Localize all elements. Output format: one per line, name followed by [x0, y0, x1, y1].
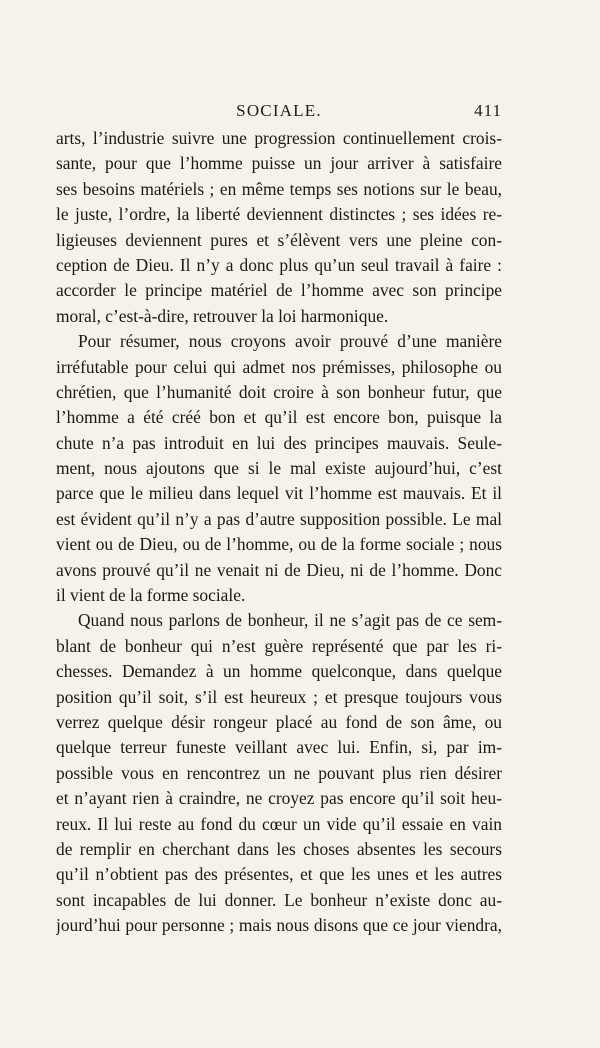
paragraph-3 [56, 608, 502, 938]
text-line: ses besoins matériels ; en même temps ses notions sur le beau, [56, 178, 502, 199]
text-line: irréfutable pour celui qui admet nos prémisses, philosophe ou [56, 356, 502, 377]
text-line: quelque terreur funeste veillant avec lui. Enfin, si, par im- [56, 737, 502, 758]
text-line: sante, pour que l’homme puisse un jour arriver à satisfaire [56, 153, 502, 174]
text-line: de remplir en cherchant dans les choses absentes les secours [56, 838, 502, 859]
text-line: avons prouvé qu’il ne venait ni de Dieu, ni de l’homme. Donc [56, 559, 502, 580]
text-line: Pour résumer, nous croyons avoir prouvé d’une manière [78, 331, 502, 352]
body-text [56, 126, 502, 939]
text-line: possible vous en rencontrez un ne pouvant plus rien désirer [56, 762, 502, 783]
text-line: arts, l’industrie suivre une progression continuellement crois- [56, 128, 502, 148]
text-line: jourd’hui pour personne ; mais nous disons que ce jour viendra, [56, 915, 502, 936]
text-line: parce que le milieu dans lequel vit l’homme est mauvais. Et il [56, 483, 502, 504]
text-line: chrétien, que l’humanité doit croire à son bonheur futur, que [56, 381, 502, 402]
text-line: position qu’il soit, s’il est heureux ; et presque toujours vous [56, 686, 502, 707]
text-line: reux. Il lui reste au fond du cœur un vide qu’il essaie en vain [56, 813, 502, 834]
text-line: chesses. Demandez à un homme quelconque, dans quelque [56, 661, 502, 682]
text-line: accorder le principe matériel de l’homme avec son principe [56, 280, 502, 301]
paragraph-1 [56, 126, 502, 329]
text-line: qu’il n’obtient pas des présentes, et que les unes et les autres [56, 864, 502, 885]
text-line: blant de bonheur qui n’est guère représenté que par les ri- [56, 635, 502, 656]
text-line: et n’ayant rien à craindre, ne croyez pas encore qu’il soit heu- [56, 788, 502, 809]
running-title: SOCIALE. [236, 101, 322, 120]
text-line: verrez quelque désir rongeur placé au fond de son âme, ou [56, 711, 502, 732]
text-line: sont incapables de lui donner. Le bonheur n’existe donc au- [56, 889, 502, 910]
text-line: moral, c’est-à-dire, retrouver la loi harmonique. [56, 305, 389, 326]
text-line: le juste, l’ordre, la liberté deviennent distinctes ; ses idées re- [56, 204, 502, 225]
paragraph-2 [56, 329, 502, 608]
text-line: est évident qu’il n’y a pas d’autre supposition possible. Le mal [56, 508, 502, 529]
text-line: il vient de la forme sociale. [56, 585, 246, 606]
text-line: ligieuses deviennent pures et s’élèvent vers une pleine con- [56, 229, 502, 250]
page-number: 411 [474, 101, 502, 120]
text-line: ment, nous ajoutons que si le mal existe aujourd’hui, c’est [56, 458, 502, 479]
text-line: Quand nous parlons de bonheur, il ne s’agit pas de ce sem- [78, 610, 502, 631]
running-head [56, 101, 502, 123]
text-line: chute n’a pas introduit en lui des principes mauvais. Seule- [56, 432, 502, 453]
text-line: vient ou de Dieu, ou de l’homme, ou de la forme sociale ; nous [56, 534, 502, 555]
text-line: ception de Dieu. Il n’y a donc plus qu’un seul travail à faire : [56, 254, 502, 275]
text-line: l’homme a été créé bon et qu’il est encore bon, puisque la [56, 407, 502, 428]
